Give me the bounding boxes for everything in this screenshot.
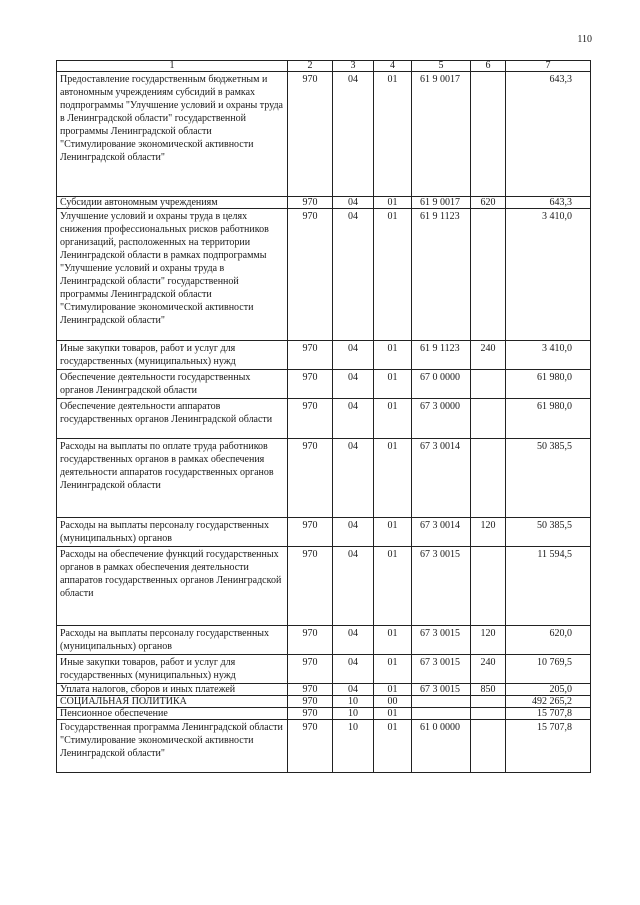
table-row — [57, 197, 591, 209]
row-target-item: 67 3 0015 — [412, 684, 471, 696]
row-section: 04 — [333, 518, 374, 547]
row-name: Обеспечение деятельности государственных органов Ленинградской области — [57, 370, 288, 399]
row-name: Субсидии автономным учреждениям — [57, 197, 288, 209]
row-subsection: 01 — [374, 72, 412, 197]
row-subsection: 01 — [374, 655, 412, 684]
row-amount: 10 769,5 — [506, 655, 591, 684]
row-target-item: 67 3 0015 — [412, 547, 471, 626]
row-expense-type — [471, 72, 506, 197]
row-amount: 3 410,0 — [506, 341, 591, 370]
row-name: Иные закупки товаров, работ и услуг для государственных (муниципальных) нужд — [57, 341, 288, 370]
row-name: Государственная программа Ленинградской области "Стимулирование экономической активности Ленинградской области" — [57, 720, 288, 773]
row-subsection: 01 — [374, 547, 412, 626]
row-target-item: 67 0 0000 — [412, 370, 471, 399]
row-target-item: 61 9 1123 — [412, 341, 471, 370]
row-expense-type: 120 — [471, 518, 506, 547]
row-subsection: 01 — [374, 209, 412, 341]
row-subsection: 01 — [374, 684, 412, 696]
row-name: СОЦИАЛЬНАЯ ПОЛИТИКА — [57, 696, 288, 708]
row-name: Уплата налогов, сборов и иных платежей — [57, 684, 288, 696]
row-section: 04 — [333, 626, 374, 655]
row-grbs: 970 — [288, 439, 333, 518]
row-target-item: 61 9 1123 — [412, 209, 471, 341]
row-name: Предоставление государственным бюджетным и автономным учреждениям субсидий в рамках подпрограммы "Улучшение условий и охраны труда в Ленинградской области" государственной программы Ленинградской области "Стимулирование экономической активности Ленинградской области" — [57, 72, 288, 197]
row-target-item: 61 9 0017 — [412, 72, 471, 197]
row-target-item: 67 3 0015 — [412, 655, 471, 684]
row-expense-type — [471, 370, 506, 399]
row-name: Пенсионное обеспечение — [57, 708, 288, 720]
column-header: 4 — [374, 61, 412, 72]
table-row — [57, 518, 591, 547]
row-expense-type — [471, 720, 506, 773]
row-grbs: 970 — [288, 209, 333, 341]
row-name: Расходы на обеспечение функций государственных органов в рамках обеспечения деятельности аппаратов государственных органов Ленинградской области — [57, 547, 288, 626]
table-row — [57, 655, 591, 684]
row-subsection: 00 — [374, 696, 412, 708]
row-amount: 3 410,0 — [506, 209, 591, 341]
column-header: 5 — [412, 61, 471, 72]
row-section: 04 — [333, 341, 374, 370]
table-row — [57, 547, 591, 626]
row-subsection: 01 — [374, 720, 412, 773]
column-header: 2 — [288, 61, 333, 72]
table-row — [57, 684, 591, 696]
row-grbs: 970 — [288, 518, 333, 547]
row-subsection: 01 — [374, 341, 412, 370]
row-expense-type — [471, 708, 506, 720]
table-row — [57, 341, 591, 370]
row-grbs: 970 — [288, 720, 333, 773]
row-expense-type — [471, 439, 506, 518]
row-grbs: 970 — [288, 399, 333, 439]
row-grbs: 970 — [288, 696, 333, 708]
row-name: Улучшение условий и охраны труда в целях снижения профессиональных рисков работников организаций, расположенных на территории Ленинградской области в рамках подпрограммы "Улучшение условий и охраны труда в Ленинградской области" государственной программы Ленинградской области "Стимулирование экономической активности Ленинградской области" — [57, 209, 288, 341]
row-target-item: 67 3 0014 — [412, 518, 471, 547]
row-section: 04 — [333, 547, 374, 626]
row-amount: 61 980,0 — [506, 399, 591, 439]
table-row — [57, 720, 591, 773]
row-target-item: 67 3 0014 — [412, 439, 471, 518]
row-amount: 205,0 — [506, 684, 591, 696]
row-expense-type: 620 — [471, 197, 506, 209]
row-name: Расходы на выплаты по оплате труда работников государственных органов в рамках обеспечения деятельности аппаратов государственных органов Ленинградской области — [57, 439, 288, 518]
column-header: 6 — [471, 61, 506, 72]
row-section: 10 — [333, 720, 374, 773]
row-amount: 11 594,5 — [506, 547, 591, 626]
row-section: 04 — [333, 439, 374, 518]
row-target-item: 61 9 0017 — [412, 197, 471, 209]
row-expense-type: 240 — [471, 655, 506, 684]
row-amount: 643,3 — [506, 72, 591, 197]
row-target-item — [412, 708, 471, 720]
row-name: Иные закупки товаров, работ и услуг для государственных (муниципальных) нужд — [57, 655, 288, 684]
row-expense-type: 120 — [471, 626, 506, 655]
page-number: 110 — [577, 34, 592, 45]
row-section: 04 — [333, 197, 374, 209]
row-name: Расходы на выплаты персоналу государственных (муниципальных) органов — [57, 626, 288, 655]
row-section: 10 — [333, 696, 374, 708]
row-name: Расходы на выплаты персоналу государственных (муниципальных) органов — [57, 518, 288, 547]
row-amount: 492 265,2 — [506, 696, 591, 708]
table-row — [57, 209, 591, 341]
row-amount: 15 707,8 — [506, 720, 591, 773]
row-amount: 15 707,8 — [506, 708, 591, 720]
row-section: 04 — [333, 72, 374, 197]
row-expense-type — [471, 209, 506, 341]
column-header: 1 — [57, 61, 288, 72]
row-name: Обеспечение деятельности аппаратов государственных органов Ленинградской области — [57, 399, 288, 439]
row-subsection: 01 — [374, 439, 412, 518]
table-row — [57, 626, 591, 655]
row-grbs: 970 — [288, 708, 333, 720]
table-row — [57, 696, 591, 708]
row-target-item: 67 3 0015 — [412, 626, 471, 655]
row-subsection: 01 — [374, 518, 412, 547]
row-section: 04 — [333, 399, 374, 439]
row-expense-type — [471, 547, 506, 626]
row-grbs: 970 — [288, 684, 333, 696]
row-grbs: 970 — [288, 197, 333, 209]
column-header: 3 — [333, 61, 374, 72]
table-row — [57, 370, 591, 399]
row-target-item: 61 0 0000 — [412, 720, 471, 773]
row-subsection: 01 — [374, 626, 412, 655]
budget-table — [56, 60, 591, 773]
row-subsection: 01 — [374, 197, 412, 209]
row-grbs: 970 — [288, 341, 333, 370]
row-expense-type: 850 — [471, 684, 506, 696]
row-amount: 50 385,5 — [506, 439, 591, 518]
row-subsection: 01 — [374, 708, 412, 720]
row-section: 04 — [333, 684, 374, 696]
row-expense-type — [471, 399, 506, 439]
row-amount: 50 385,5 — [506, 518, 591, 547]
row-target-item: 67 3 0000 — [412, 399, 471, 439]
row-amount: 620,0 — [506, 626, 591, 655]
row-expense-type — [471, 696, 506, 708]
row-section: 10 — [333, 708, 374, 720]
table-row — [57, 708, 591, 720]
row-target-item — [412, 696, 471, 708]
row-grbs: 970 — [288, 626, 333, 655]
table-row — [57, 439, 591, 518]
row-grbs: 970 — [288, 547, 333, 626]
row-grbs: 970 — [288, 655, 333, 684]
column-header-row — [57, 61, 591, 72]
row-grbs: 970 — [288, 72, 333, 197]
row-expense-type: 240 — [471, 341, 506, 370]
table-row — [57, 399, 591, 439]
table-row — [57, 72, 591, 197]
column-header: 7 — [506, 61, 591, 72]
row-section: 04 — [333, 209, 374, 341]
row-amount: 61 980,0 — [506, 370, 591, 399]
row-amount: 643,3 — [506, 197, 591, 209]
row-section: 04 — [333, 370, 374, 399]
row-subsection: 01 — [374, 399, 412, 439]
row-subsection: 01 — [374, 370, 412, 399]
row-section: 04 — [333, 655, 374, 684]
row-grbs: 970 — [288, 370, 333, 399]
